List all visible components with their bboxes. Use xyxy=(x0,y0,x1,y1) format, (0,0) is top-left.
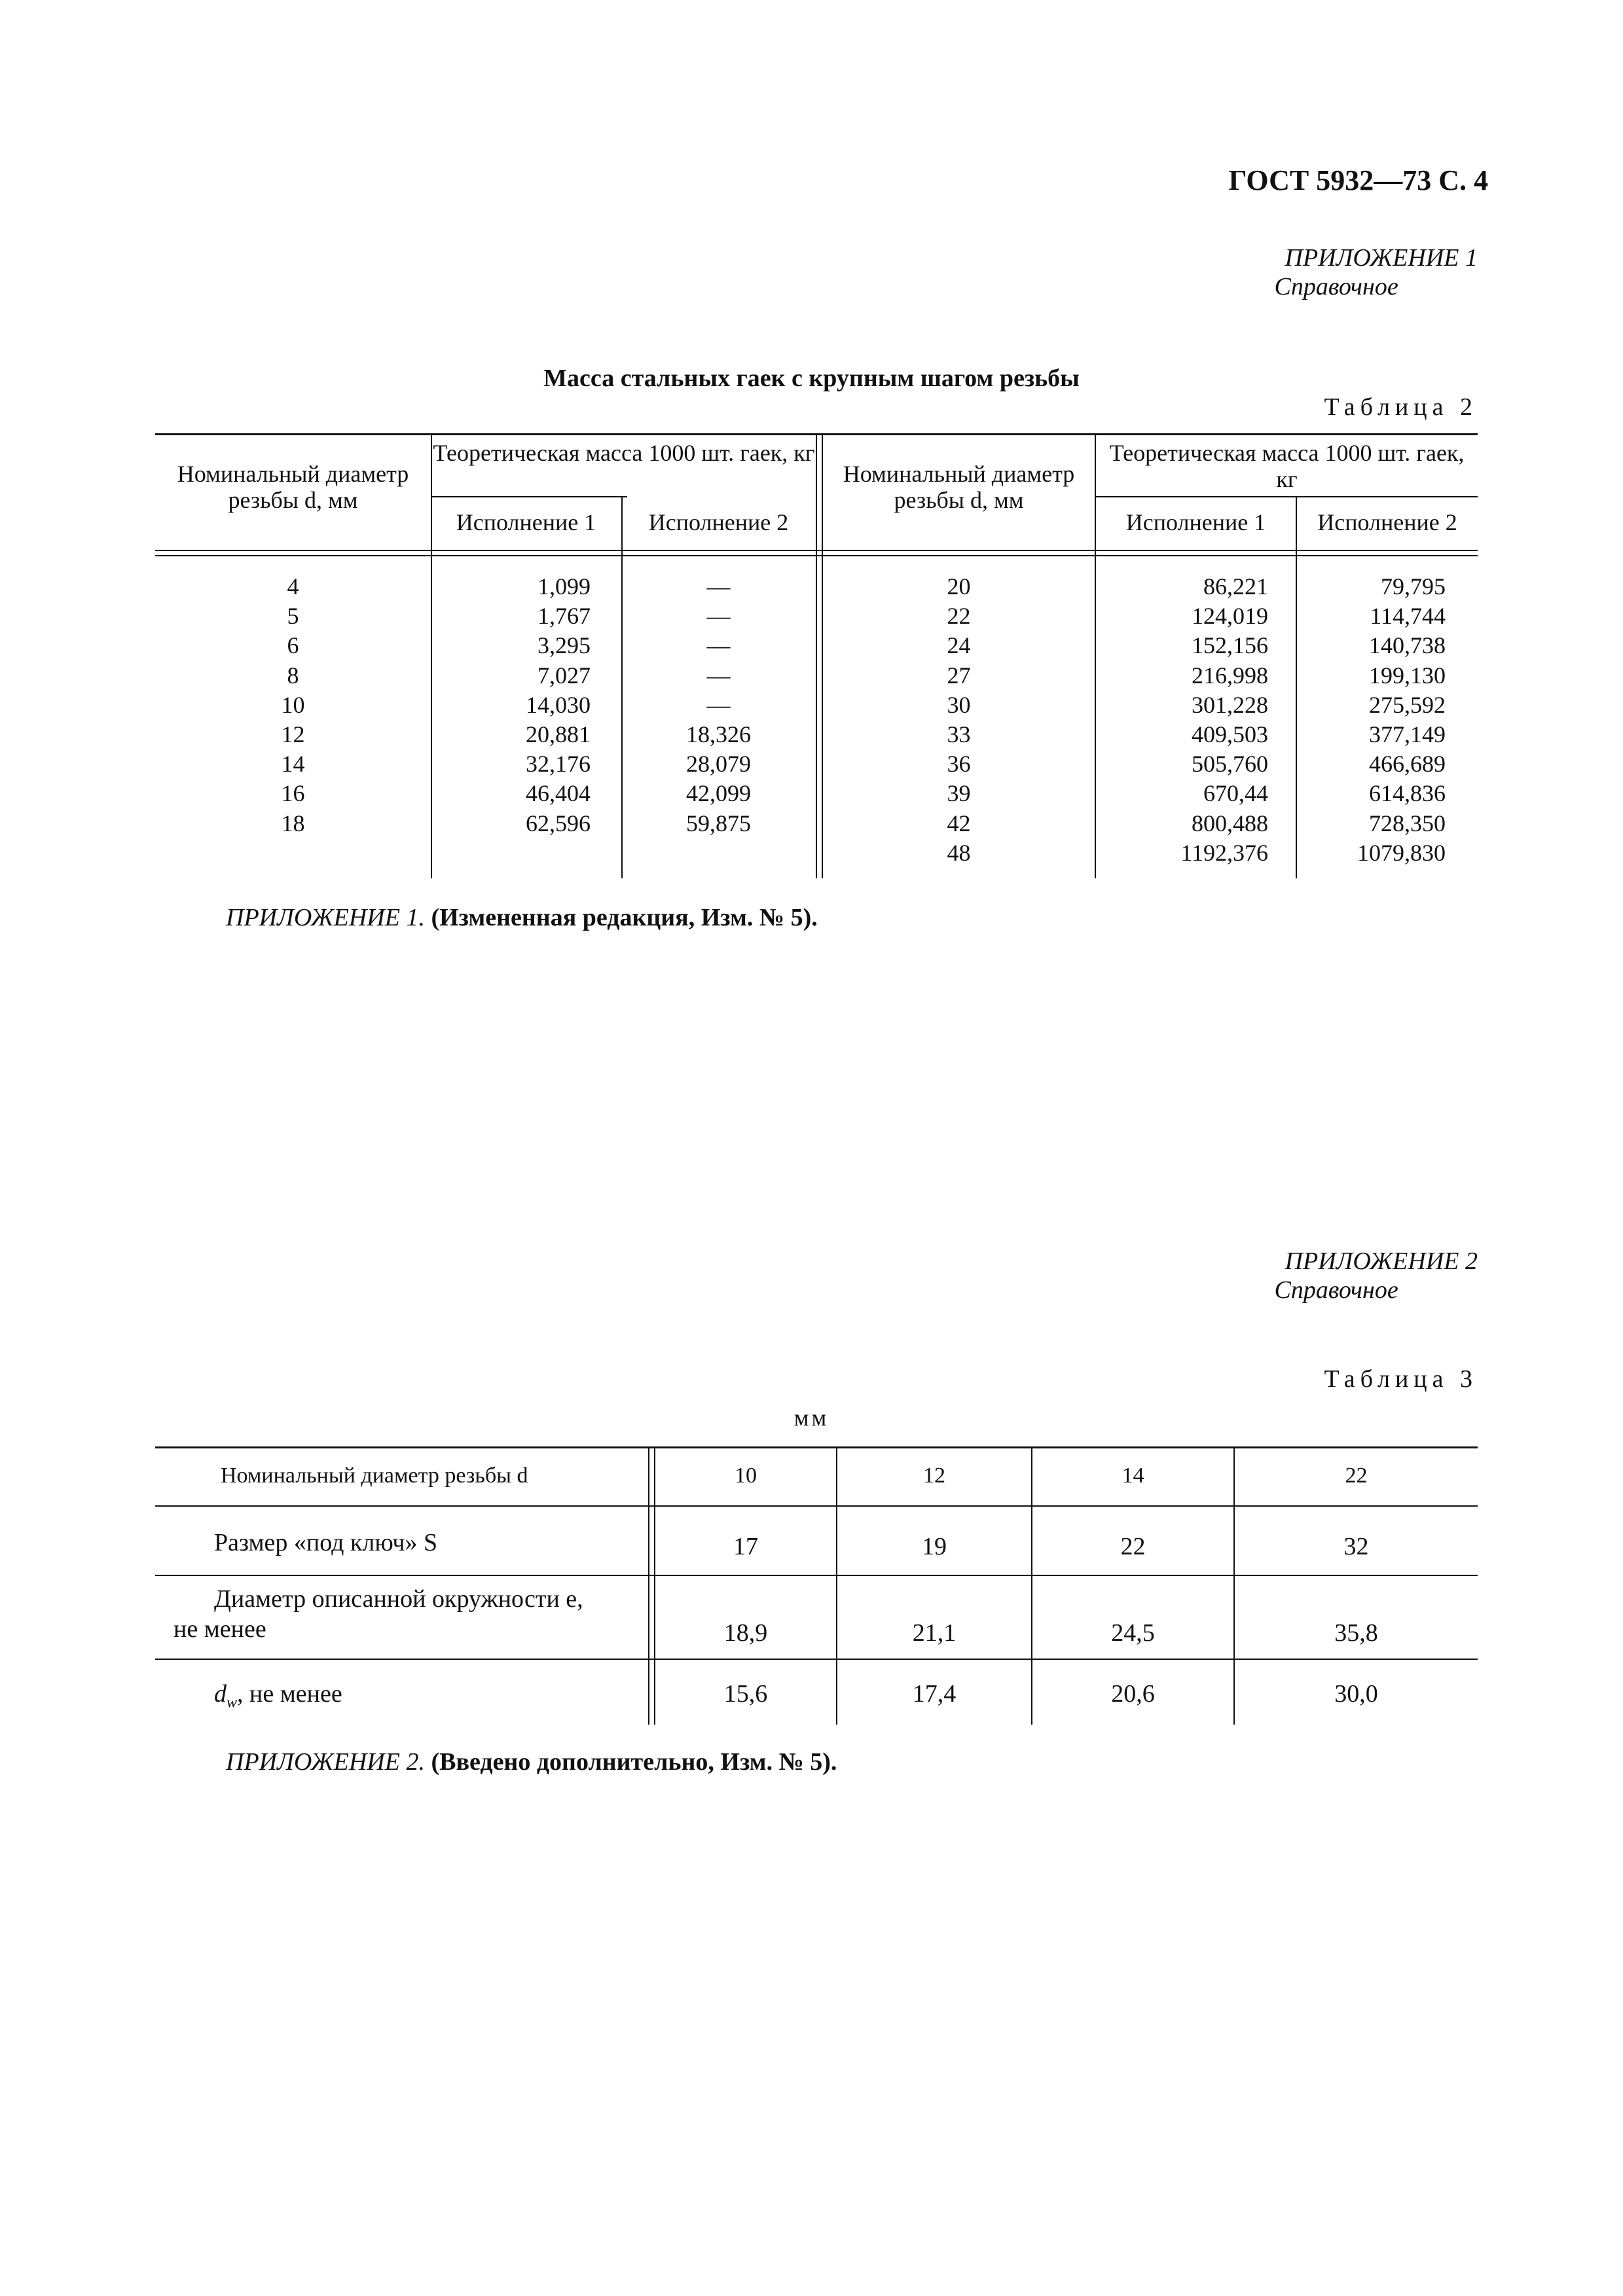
w-subscript: w xyxy=(227,1694,238,1712)
appendix-1-label: ПРИЛОЖЕНИЕ 1 xyxy=(1285,244,1478,272)
table-2-right-diameter-column xyxy=(823,572,1095,868)
table-3-head-label-text: Номинальный диаметр резьбы d xyxy=(221,1463,528,1488)
d-symbol: d xyxy=(214,1680,227,1708)
table-cell: 79,795 xyxy=(1381,573,1446,600)
table-cell: 14,030 xyxy=(526,691,591,718)
appendix-1-note-label: ПРИЛОЖЕНИЕ 1. xyxy=(226,904,425,931)
table-cell: 140,738 xyxy=(1369,632,1446,659)
table-cell: 466,689 xyxy=(1369,751,1446,778)
table-cell: 505,760 xyxy=(1192,751,1268,778)
table-cell: 124,019 xyxy=(1192,603,1268,630)
table-cell: 7,027 xyxy=(538,662,591,689)
table-2-header-diameter-right: Номинальный диаметр резьбы d, мм xyxy=(843,461,1075,513)
table-cell: 32,176 xyxy=(526,751,591,778)
table-2-header-mass-left: Теоретическая масса 1000 шт. гаек, кг xyxy=(433,440,815,466)
table-cell: 12 xyxy=(281,721,305,747)
table-2-title: Масса стальных гаек с крупным шагом резьбы xyxy=(543,365,1080,392)
appendix-2-note xyxy=(226,1748,837,1776)
table-cell: 39 xyxy=(947,780,971,807)
table-2-left-exec2-column xyxy=(621,572,816,838)
table-3 xyxy=(155,1446,1478,1725)
table-cell: 199,130 xyxy=(1369,662,1446,689)
table-cell: 10 xyxy=(281,691,305,718)
appendix-2-heading xyxy=(1274,1247,1478,1304)
table-cell: — xyxy=(706,691,731,718)
table-3-head-value: 22 xyxy=(1345,1463,1368,1488)
table-cell: 152,156 xyxy=(1192,632,1268,659)
table-cell: 86,221 xyxy=(1203,573,1268,600)
table-cell: 614,836 xyxy=(1369,780,1446,807)
table-cell: 409,503 xyxy=(1192,721,1268,747)
table-cell: 670,44 xyxy=(1203,780,1268,807)
table-cell: 35,8 xyxy=(1334,1619,1378,1647)
table-cell: 21,1 xyxy=(912,1619,957,1647)
table-cell: 1079,830 xyxy=(1357,839,1446,866)
table-cell: 8 xyxy=(287,662,299,689)
appendix-1-heading xyxy=(1274,243,1478,301)
row-3-label-rest: , не менее xyxy=(237,1680,342,1708)
table-cell: — xyxy=(706,603,731,630)
table-cell: 5 xyxy=(287,603,299,630)
table-3-head-value: 12 xyxy=(923,1463,945,1488)
table-cell: 20,6 xyxy=(1111,1680,1155,1708)
table-cell: 24 xyxy=(947,632,971,659)
table-cell: 800,488 xyxy=(1192,810,1268,836)
table-cell: 14 xyxy=(281,751,305,778)
table-3-row-1-label: Размер «под ключ» S xyxy=(214,1529,438,1556)
table-2-header-mass-right: Теоретическая масса 1000 шт. гаек, кг xyxy=(1109,440,1465,492)
table-cell: 42,099 xyxy=(686,780,751,807)
table-cell: 33 xyxy=(947,721,971,747)
table-cell: 59,875 xyxy=(686,810,751,836)
table-cell: 216,998 xyxy=(1192,662,1268,689)
table-cell: 27 xyxy=(947,662,971,689)
table-cell: — xyxy=(706,632,731,659)
table-3-row-2-label-line1: Диаметр описанной окружности e, xyxy=(214,1585,583,1613)
table-cell: 22 xyxy=(1120,1533,1146,1560)
table-2-label: Таблица 2 xyxy=(1324,393,1478,421)
table-cell: 6 xyxy=(287,632,299,659)
table-3-head-value: 14 xyxy=(1122,1463,1144,1488)
table-2-left-exec1-column xyxy=(431,572,591,838)
table-2-header-exec1-right: Исполнение 1 xyxy=(1125,509,1266,535)
table-cell: 22 xyxy=(947,603,971,630)
table-2-header-exec2-right: Исполнение 2 xyxy=(1317,509,1457,535)
table-cell: 1,767 xyxy=(538,603,591,630)
table-cell: — xyxy=(706,573,731,600)
table-2-header-exec2-left: Исполнение 2 xyxy=(648,509,789,535)
table-cell: 28,079 xyxy=(686,751,751,778)
table-3-row-2-label-line2: не менее xyxy=(173,1615,266,1643)
table-cell: 16 xyxy=(281,780,305,807)
table-cell: 42 xyxy=(947,810,971,836)
table-cell: 377,149 xyxy=(1369,721,1446,747)
appendix-1-kind: Справочное xyxy=(1274,273,1398,300)
table-2-left-diameter-column xyxy=(155,572,431,838)
table-cell: 17 xyxy=(733,1533,758,1560)
table-cell: 20 xyxy=(947,573,971,600)
table-3-row-3-label xyxy=(214,1679,342,1718)
table-cell: 728,350 xyxy=(1369,810,1446,836)
table-cell: 20,881 xyxy=(526,721,591,747)
document-reference: ГОСТ 5932—73 С. 4 xyxy=(1228,164,1488,196)
table-cell: 18 xyxy=(281,810,305,836)
table-cell: 62,596 xyxy=(526,810,591,836)
table-cell: 30 xyxy=(947,691,971,718)
table-cell: 275,592 xyxy=(1369,691,1446,718)
table-cell: 301,228 xyxy=(1192,691,1268,718)
appendix-1-note-text: (Измененная редакция, Изм. № 5). xyxy=(431,904,818,931)
table-2-header-exec1-left: Исполнение 1 xyxy=(456,509,596,535)
table-cell: 18,326 xyxy=(686,721,751,747)
table-cell: 48 xyxy=(947,839,971,866)
table-3-label: Таблица 3 xyxy=(1324,1365,1478,1393)
table-cell: 15,6 xyxy=(723,1680,768,1708)
table-cell: 4 xyxy=(287,573,299,600)
table-cell: 19 xyxy=(922,1533,947,1560)
appendix-1-note xyxy=(226,903,818,932)
table-2-right-exec2-column xyxy=(1297,572,1446,868)
table-2-header-diameter-left: Номинальный диаметр резьбы d, мм xyxy=(177,461,409,513)
table-cell: 1192,376 xyxy=(1180,839,1268,866)
table-3-unit: мм xyxy=(793,1405,830,1431)
table-cell: 30,0 xyxy=(1334,1680,1378,1708)
appendix-2-note-text: (Введено дополнительно, Изм. № 5). xyxy=(431,1748,837,1776)
table-cell: 17,4 xyxy=(912,1680,957,1708)
table-cell: 18,9 xyxy=(723,1619,768,1647)
table-cell: 36 xyxy=(947,751,971,778)
table-2 xyxy=(155,433,1478,878)
table-cell: 3,295 xyxy=(538,632,591,659)
appendix-2-label: ПРИЛОЖЕНИЕ 2 xyxy=(1285,1247,1478,1275)
appendix-2-kind: Справочное xyxy=(1274,1276,1398,1304)
appendix-2-note-label: ПРИЛОЖЕНИЕ 2. xyxy=(226,1748,425,1776)
table-cell: — xyxy=(706,662,731,689)
table-cell: 1,099 xyxy=(538,573,591,600)
table-2-right-exec1-column xyxy=(1096,572,1268,868)
table-3-head-value: 10 xyxy=(735,1463,757,1488)
table-cell: 24,5 xyxy=(1111,1619,1155,1647)
table-cell: 46,404 xyxy=(526,780,591,807)
table-3-head-label xyxy=(221,1461,528,1491)
table-cell: 114,744 xyxy=(1370,603,1446,630)
table-cell: 32 xyxy=(1343,1533,1369,1560)
